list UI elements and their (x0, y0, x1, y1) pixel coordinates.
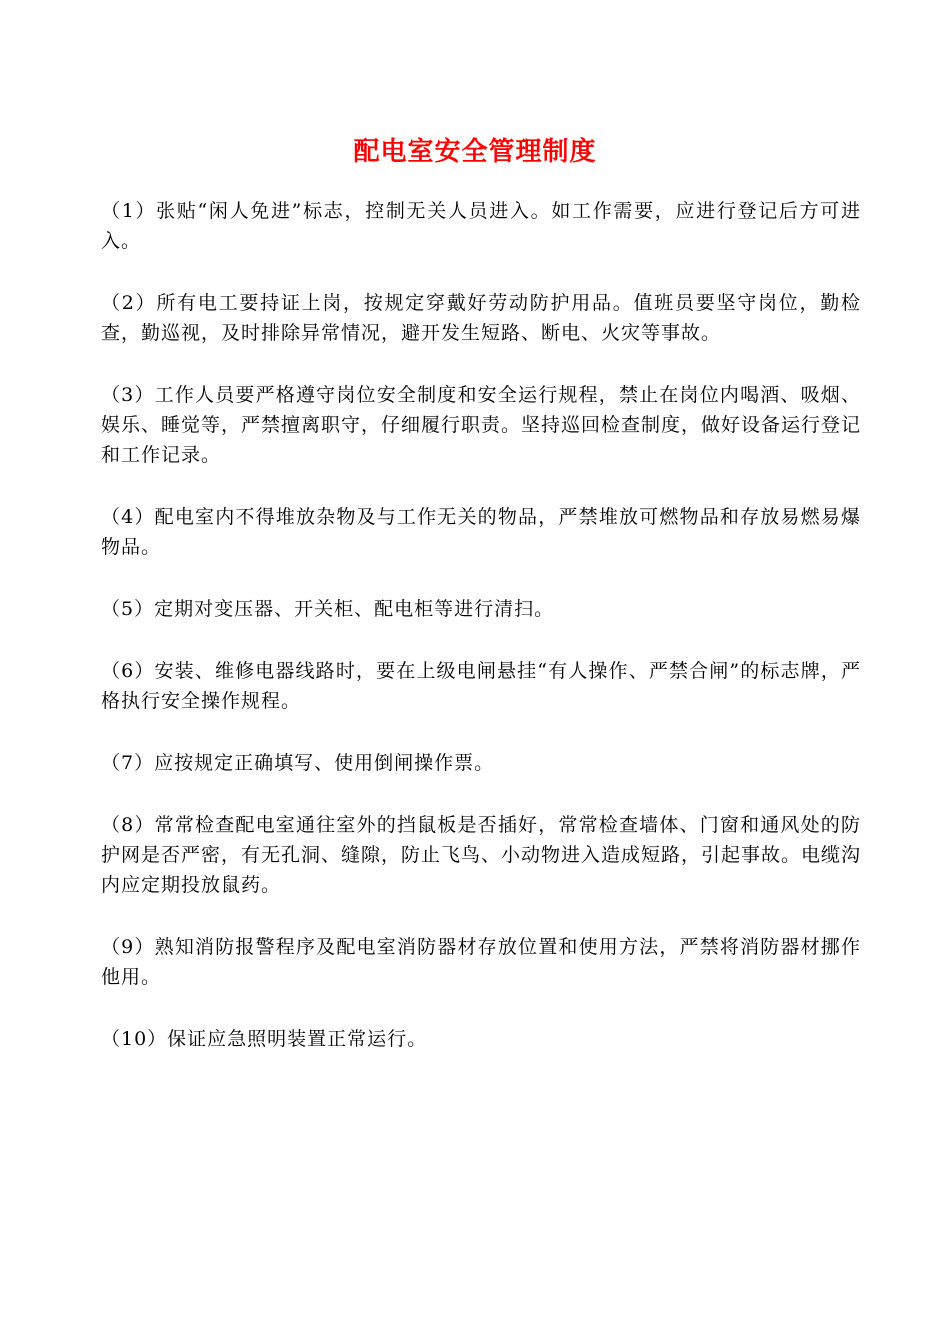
paragraph-6: （6）安装、维修电器线路时，要在上级电闸悬挂“有人操作、严禁合闸”的标志牌，严格执行安全操作规程。 (101, 660, 861, 712)
paragraph-4: （4）配电室内不得堆放杂物及与工作无关的物品，严禁堆放可燃物品和存放易燃易爆物品。 (101, 506, 861, 558)
paragraph-2: （2）所有电工要持证上岗，按规定穿戴好劳动防护用品。值班员要坚守岗位，勤检查，勤巡视，及时排除异常情况，避开发生短路、断电、火灾等事故。 (101, 292, 861, 344)
document-body (101, 196, 861, 1086)
paragraph-9: （9）熟知消防报警程序及配电室消防器材存放位置和使用方法，严禁将消防器材挪作他用。 (101, 936, 861, 988)
document-title: 配电室安全管理制度 (353, 137, 597, 167)
paragraph-3: （3）工作人员要严格遵守岗位安全制度和安全运行规程，禁止在岗位内喝酒、吸烟、娱乐、睡觉等，严禁擅离职守，仔细履行职责。坚持巡回检查制度，做好设备运行登记和工作记录。 (101, 384, 862, 466)
paragraph-7: （7）应按规定正确填写、使用倒闸操作票。 (101, 752, 495, 774)
paragraph-8: （8）常常检查配电室通往室外的挡鼠板是否插好，常常检查墙体、门窗和通风处的防护网是否严密，有无孔洞、缝隙，防止飞鸟、小动物进入造成短路，引起事故。电缆沟内应定期投放鼠药。 (101, 814, 862, 896)
paragraph-10: （10）保证应急照明装置正常运行。 (101, 1028, 428, 1050)
paragraph-5: （5）定期对变压器、开关柜、配电柜等进行清扫。 (101, 598, 555, 620)
paragraph-1: （1）张贴“闲人免进”标志，控制无关人员进入。如工作需要，应进行登记后方可进入。 (101, 200, 861, 252)
